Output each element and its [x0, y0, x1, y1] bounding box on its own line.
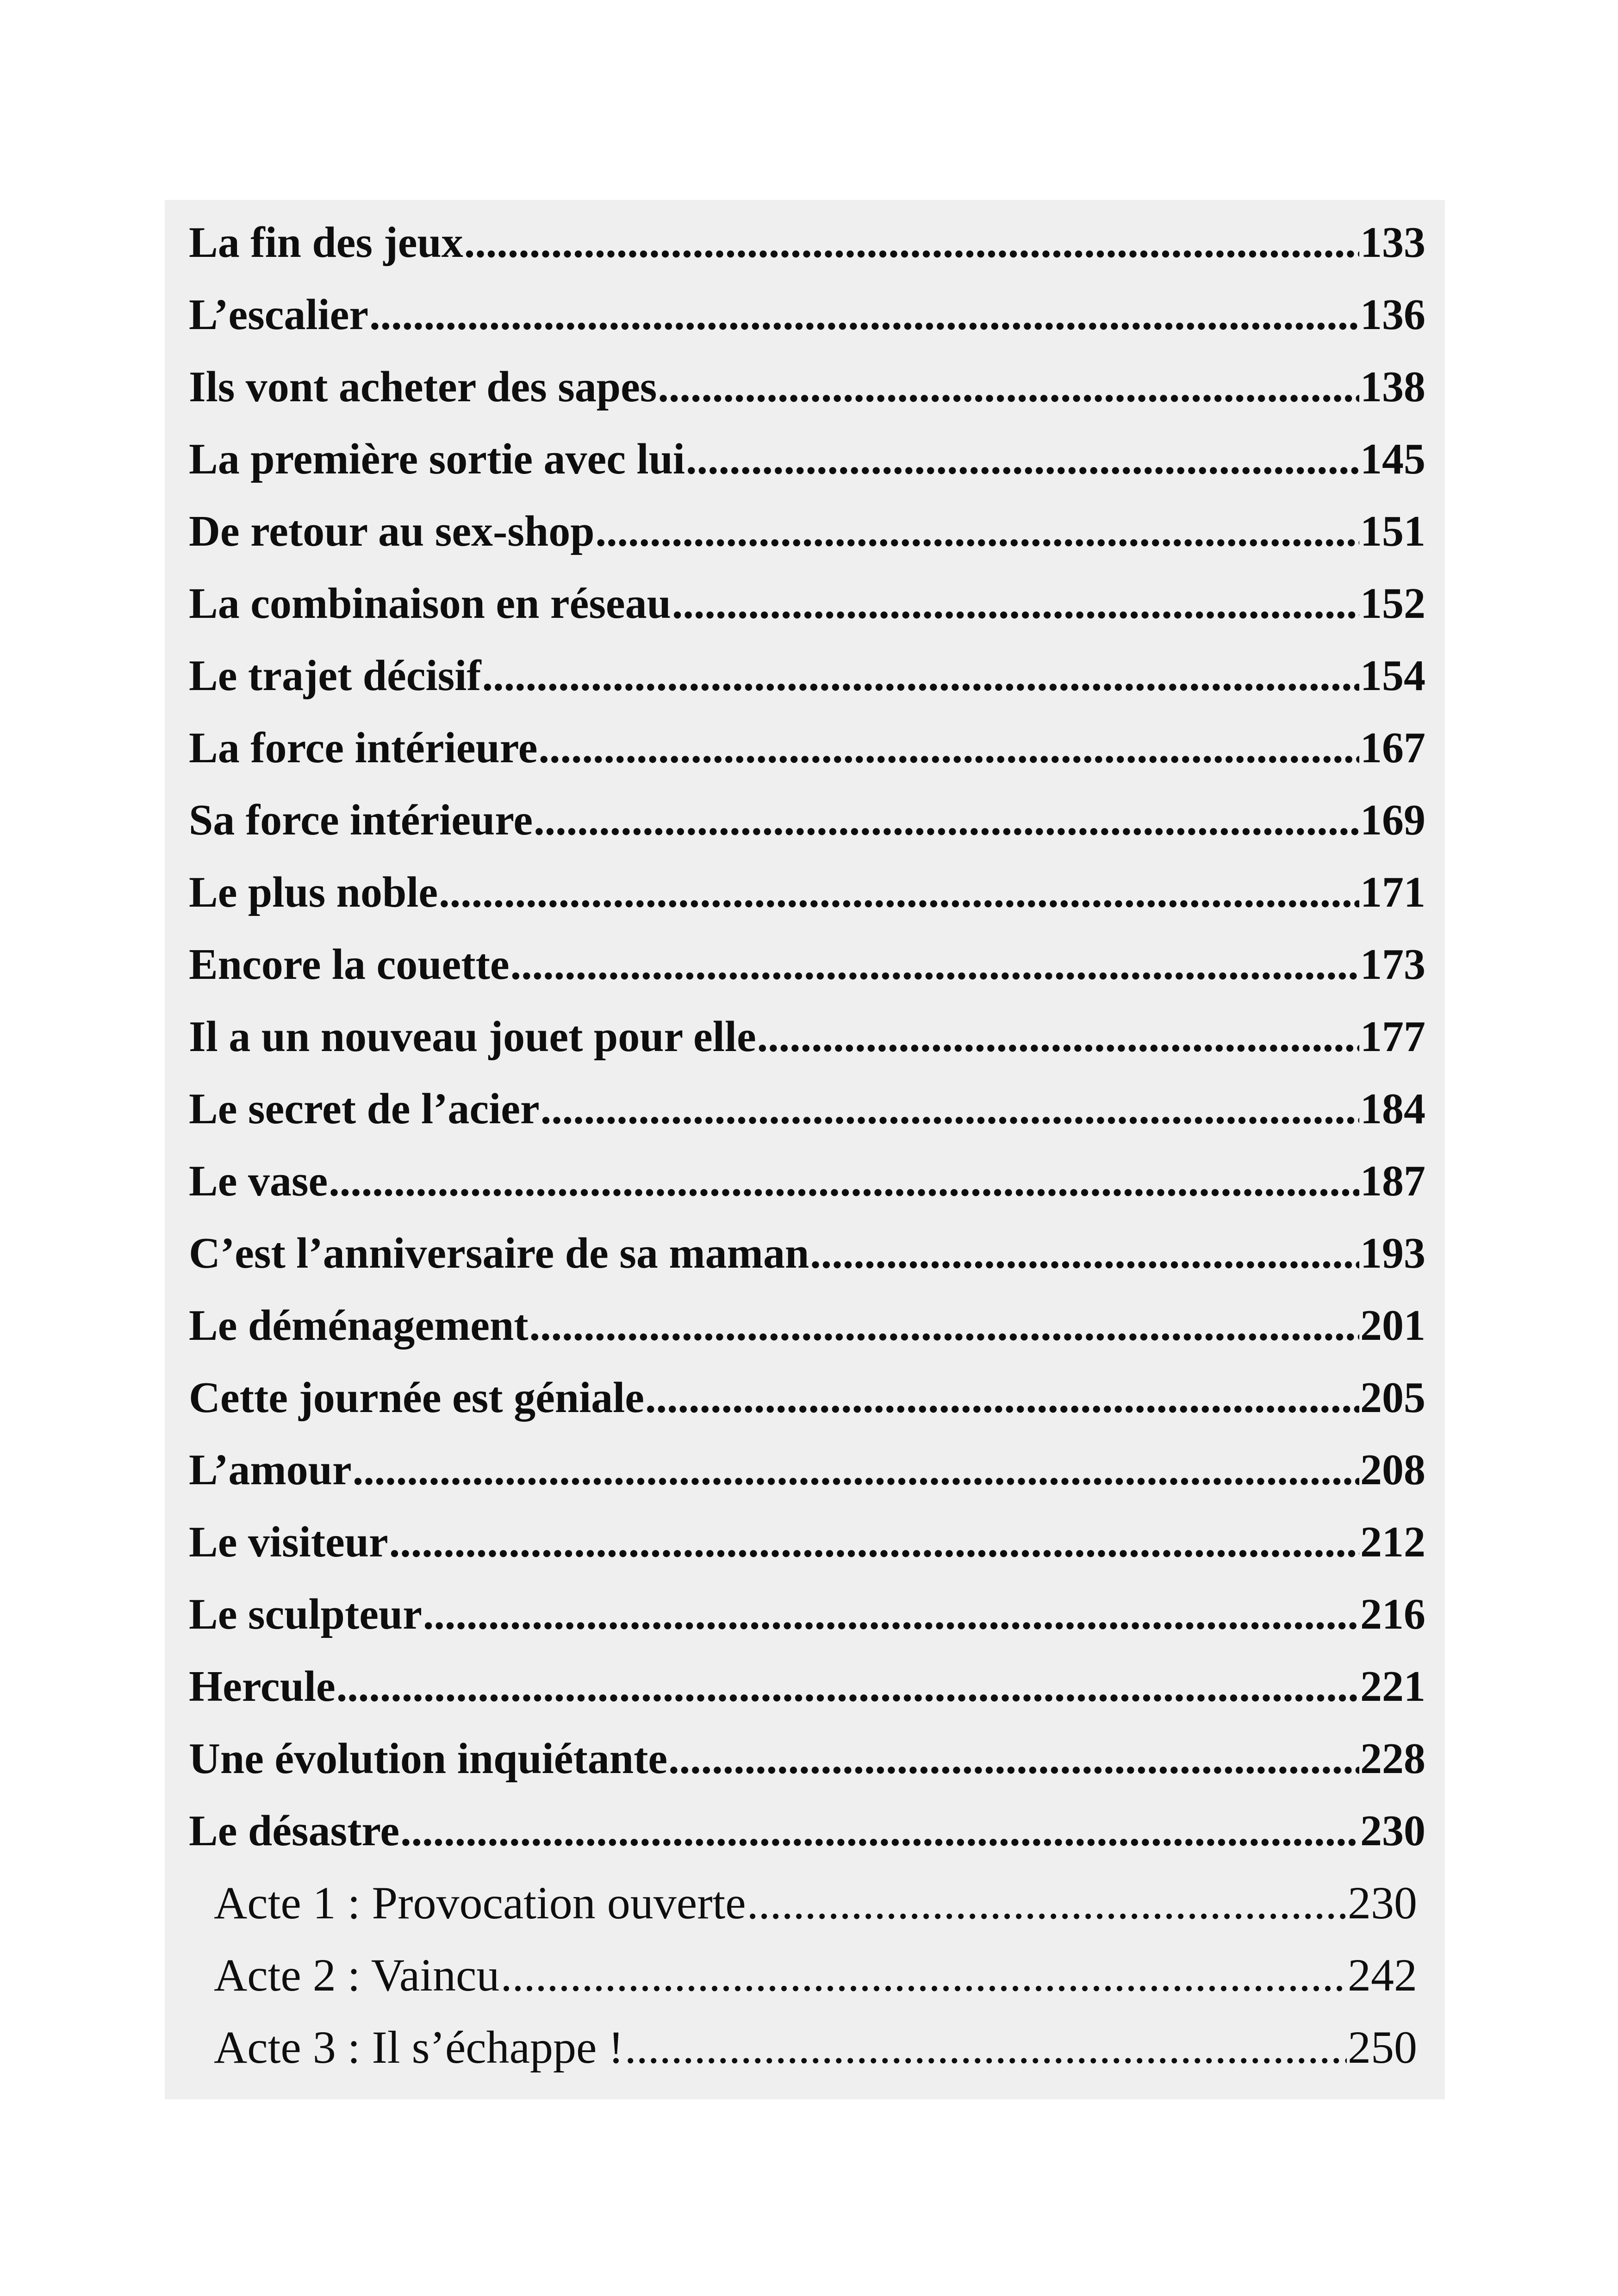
dot-leader	[747, 1867, 1347, 1939]
toc-entry[interactable]	[189, 1362, 1425, 1434]
dot-leader	[329, 1145, 1359, 1217]
dot-leader	[336, 1650, 1359, 1723]
toc-entry-title: Le trajet décisif	[189, 652, 481, 700]
toc-entry-page: 145	[1360, 435, 1425, 483]
dot-leader	[658, 351, 1359, 423]
dot-leader	[645, 1362, 1359, 1434]
dot-leader	[534, 784, 1359, 856]
dot-leader	[510, 928, 1359, 1001]
toc-subentry-title: Acte 1 : Provocation ouverte	[214, 1877, 746, 1929]
toc-entry[interactable]	[189, 712, 1425, 784]
toc-entry-page: 133	[1360, 218, 1425, 267]
toc-entry-page: 167	[1360, 724, 1425, 772]
toc-entry-page: 201	[1360, 1301, 1425, 1350]
toc-entry-page: 151	[1360, 507, 1425, 555]
toc-entry-title: L’amour	[189, 1446, 352, 1494]
toc-entry[interactable]	[189, 1289, 1425, 1362]
toc-entry-title: Le vase	[189, 1157, 328, 1205]
toc-subentry-title: Acte 2 : Vaincu	[214, 1949, 500, 2001]
toc-entry-title: La force intérieure	[189, 724, 538, 772]
toc-entry-title: Le sculpteur	[189, 1590, 422, 1638]
toc-entry[interactable]	[189, 567, 1425, 640]
dot-leader	[810, 1217, 1359, 1289]
toc-entry[interactable]	[189, 1795, 1425, 1867]
toc-entry-page: 136	[1360, 291, 1425, 339]
toc-entry-title: Le secret de l’acier	[189, 1085, 540, 1133]
toc-entry[interactable]	[189, 495, 1425, 567]
toc-entry-page: 230	[1360, 1807, 1425, 1855]
dot-leader	[369, 279, 1359, 351]
toc-entry-title: Ils vont acheter des sapes	[189, 363, 657, 411]
dot-leader	[672, 567, 1359, 640]
toc-entry[interactable]	[189, 1723, 1425, 1795]
dot-leader	[541, 1073, 1359, 1145]
toc-entry[interactable]	[189, 1217, 1425, 1289]
toc-entry[interactable]	[189, 1650, 1425, 1723]
toc-entry-title: La première sortie avec lui	[189, 435, 685, 483]
toc-entry-page: 193	[1360, 1229, 1425, 1277]
toc-entry-title: Une évolution inquiétante	[189, 1735, 668, 1783]
toc-entry-title: De retour au sex-shop	[189, 507, 595, 555]
toc-entry[interactable]	[189, 1145, 1425, 1217]
toc-entry-page: 177	[1360, 1013, 1425, 1061]
dot-leader	[538, 712, 1359, 784]
dot-leader	[423, 1578, 1359, 1650]
toc-entry-page: 208	[1360, 1446, 1425, 1494]
toc-entry-page: 171	[1360, 868, 1425, 916]
dot-leader	[439, 856, 1359, 928]
toc-entry-page: 205	[1360, 1374, 1425, 1422]
toc-entry-title: Cette journée est géniale	[189, 1374, 645, 1422]
toc-entry[interactable]	[189, 423, 1425, 495]
dot-leader	[668, 1723, 1359, 1795]
toc-entry-page: 138	[1360, 363, 1425, 411]
dot-leader	[757, 1001, 1359, 1073]
table-of-contents	[165, 200, 1445, 2099]
toc-list	[189, 206, 1425, 2084]
toc-entry[interactable]	[189, 1001, 1425, 1073]
toc-entry[interactable]	[189, 206, 1425, 279]
toc-entry[interactable]	[189, 784, 1425, 856]
toc-entry-page: 169	[1360, 796, 1425, 844]
toc-subentry-page: 250	[1348, 2022, 1417, 2073]
toc-entry-title: La fin des jeux	[189, 218, 463, 267]
dot-leader	[464, 206, 1359, 279]
dot-leader	[625, 2011, 1347, 2084]
dot-leader	[389, 1506, 1359, 1578]
toc-entry[interactable]	[189, 928, 1425, 1001]
toc-subentry-title: Acte 3 : Il s’échappe !	[214, 2022, 624, 2073]
toc-entry[interactable]	[189, 1073, 1425, 1145]
toc-entry-title: C’est l’anniversaire de sa maman	[189, 1229, 809, 1277]
toc-entry-title: La combinaison en réseau	[189, 579, 671, 628]
dot-leader	[529, 1289, 1359, 1362]
dot-leader	[353, 1434, 1359, 1506]
toc-entry-page: 216	[1360, 1590, 1425, 1638]
toc-entry-title: Le visiteur	[189, 1518, 388, 1566]
toc-entry[interactable]	[189, 351, 1425, 423]
toc-entry[interactable]	[189, 279, 1425, 351]
toc-entry-page: 187	[1360, 1157, 1425, 1205]
toc-entry-title: Le désastre	[189, 1807, 400, 1855]
toc-entry-page: 154	[1360, 652, 1425, 700]
toc-entry-title: Le plus noble	[189, 868, 438, 916]
toc-entry-page: 173	[1360, 940, 1425, 989]
toc-subentry-page: 242	[1348, 1949, 1417, 2001]
toc-subentry-page: 230	[1348, 1877, 1417, 1929]
toc-entry-title: Hercule	[189, 1662, 336, 1711]
toc-entry-page: 212	[1360, 1518, 1425, 1566]
toc-entry[interactable]	[189, 640, 1425, 712]
toc-subentry[interactable]	[189, 1867, 1425, 1939]
toc-subentry[interactable]	[189, 1939, 1425, 2011]
toc-entry[interactable]	[189, 1434, 1425, 1506]
toc-subentry[interactable]	[189, 2011, 1425, 2084]
toc-entry-title: Encore la couette	[189, 940, 510, 989]
toc-entry-title: Sa force intérieure	[189, 796, 533, 844]
dot-leader	[482, 640, 1359, 712]
dot-leader	[595, 495, 1359, 567]
dot-leader	[500, 1939, 1347, 2011]
toc-entry[interactable]	[189, 1506, 1425, 1578]
toc-entry-page: 184	[1360, 1085, 1425, 1133]
toc-entry-page: 221	[1360, 1662, 1425, 1711]
toc-entry-page: 152	[1360, 579, 1425, 628]
toc-entry-page: 228	[1360, 1735, 1425, 1783]
toc-entry[interactable]	[189, 856, 1425, 928]
dot-leader	[400, 1795, 1359, 1867]
toc-entry-title: Le déménagement	[189, 1301, 529, 1350]
toc-entry[interactable]	[189, 1578, 1425, 1650]
dot-leader	[686, 423, 1359, 495]
toc-entry-title: L’escalier	[189, 291, 369, 339]
toc-entry-title: Il a un nouveau jouet pour elle	[189, 1013, 756, 1061]
